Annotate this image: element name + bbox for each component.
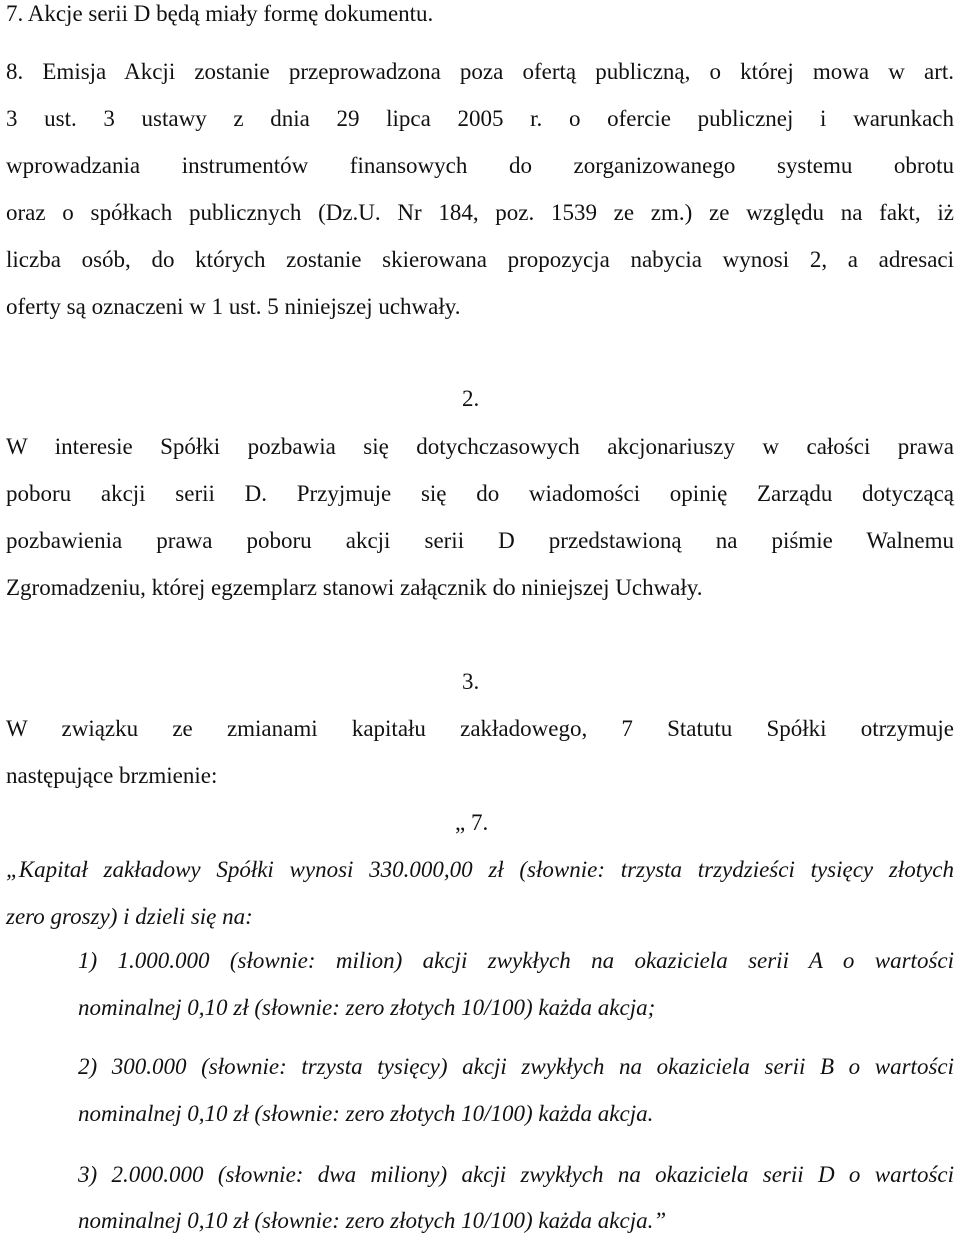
share-series-a-line-1: 1) 1.000.000 (słownie: milion) akcji zwykłych na okaziciela serii A o wartości: [78, 948, 954, 973]
share-series-d-line-1: 3) 2.000.000 (słownie: dwa miliony) akcji zwykłych na okaziciela serii D o wartości: [78, 1162, 954, 1187]
section-2-line-4: Zgromadzeniu, której egzemplarz stanowi załącznik do niniejszej Uchwały.: [6, 575, 703, 600]
section-2-line-1: W interesie Spółki pozbawia się dotychczasowych akcjonariuszy w całości prawa: [6, 434, 954, 459]
share-series-a-line-2: nominalnej 0,10 zł (słownie: zero złotych 10/100) każda akcja;: [78, 995, 656, 1020]
section-2-heading: 2.: [462, 386, 480, 411]
section-3-heading: 3.: [462, 669, 480, 694]
share-series-d-line-2: nominalnej 0,10 zł (słownie: zero złotych 10/100) każda akcja.”: [78, 1208, 667, 1233]
item-8-line-6: oferty są oznaczeni w 1 ust. 5 niniejszej uchwały.: [6, 294, 461, 319]
item-8-line-3: wprowadzania instrumentów finansowych do zorganizowanego systemu obrotu: [6, 153, 954, 178]
section-3-line-2: następujące brzmienie:: [6, 763, 218, 788]
section-2-line-3: pozbawienia prawa poboru akcji serii D przedstawioną na piśmie Walnemu: [6, 528, 954, 553]
statute-text-line-2: zero groszy) i dzieli się na:: [6, 904, 253, 929]
section-2-line-2: poboru akcji serii D. Przyjmuje się do wiadomości opinię Zarządu dotyczącą: [6, 481, 954, 506]
item-8-line-5: liczba osób, do których zostanie skierowana propozycja nabycia wynosi 2, a adresaci: [6, 247, 954, 272]
share-series-b-line-1: 2) 300.000 (słownie: trzysta tysięcy) akcji zwykłych na okaziciela serii B o wartości: [78, 1054, 954, 1079]
section-3-line-1: W związku ze zmianami kapitału zakładowego, 7 Statutu Spółki otrzymuje: [6, 716, 954, 741]
statute-section-7-heading: „ 7.: [455, 810, 489, 835]
item-8-line-4: oraz o spółkach publicznych (Dz.U. Nr 184, poz. 1539 ze zm.) ze względu na fakt, iż: [6, 200, 954, 225]
item-8-line-2: 3 ust. 3 ustawy z dnia 29 lipca 2005 r. o ofercie publicznej i warunkach: [6, 106, 954, 131]
item-7-line: 7. Akcje serii D będą miały formę dokumentu.: [6, 1, 434, 26]
item-8-line-1: 8. Emisja Akcji zostanie przeprowadzona poza ofertą publiczną, o której mowa w art.: [6, 59, 954, 84]
share-series-b-line-2: nominalnej 0,10 zł (słownie: zero złotych 10/100) każda akcja.: [78, 1101, 654, 1126]
statute-text-line-1: „Kapitał zakładowy Spółki wynosi 330.000,00 zł (słownie: trzysta trzydzieści tysięcy złotych: [6, 857, 954, 882]
